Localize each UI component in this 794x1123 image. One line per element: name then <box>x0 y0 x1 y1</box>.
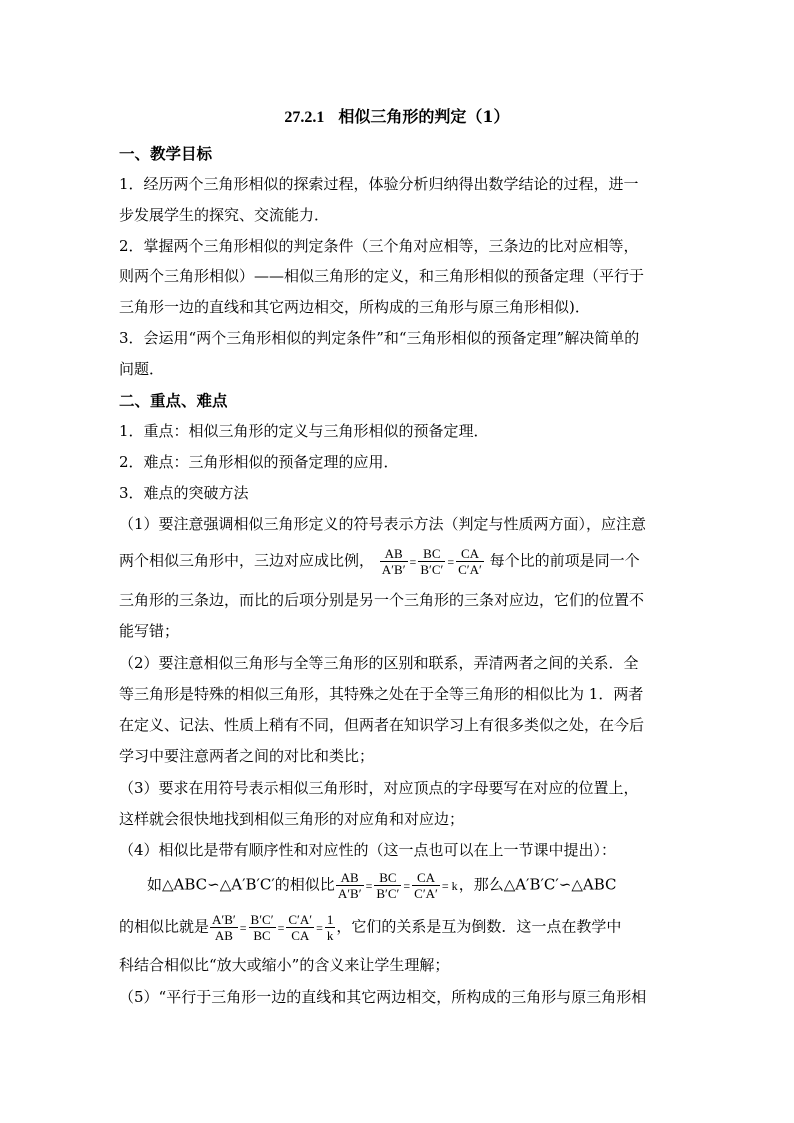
title-text: 相似三角形的判定（1） <box>338 107 510 126</box>
paragraph-4-line-2-start: 如△ABC∽△A′B′C′的相似比 <box>147 875 335 894</box>
paragraph-4-line-2-end: ，那么△A′B′C′∽△ABC <box>458 875 617 894</box>
paragraph-1-line-3: 三角形的三条边，而比的后项分别是另一个三角形的三条对应边，它们的位置不 <box>119 591 645 609</box>
objective-3-line-2: 问题． <box>119 360 165 378</box>
equals-sign: = <box>409 554 417 569</box>
paragraph-3-line-2: 这样就会很快地找到相似三角形的对应角和对应边； <box>119 810 465 828</box>
objective-1-line-2: 步发展学生的探究、交流能力． <box>119 206 330 224</box>
fraction-bc: $\frac{BC}{B'C'}$ <box>376 870 400 901</box>
key-point-2: 2．难点：三角形相似的预备定理的应用． <box>119 453 399 471</box>
paragraph-3-line-1: （3）要求在用符号表示相似三角形时，对应顶点的字母要写在对应的位置上， <box>119 779 639 797</box>
paragraph-1-line-1: （1）要注意强调相似三角形定义的符号表示方法（判定与性质两方面），应注意 <box>119 515 647 533</box>
objective-1-line-1: 1．经历两个三角形相似的探索过程，体验分析归纳得出数学结论的过程，进一 <box>119 175 639 193</box>
equals-sign: = <box>447 554 455 569</box>
fraction-ca: $\frac{CA}{C'A'}$ <box>458 546 482 577</box>
fraction-ab: $\frac{AB}{A'B'}$ <box>381 546 406 577</box>
key-point-1: 1．重点：相似三角形的定义与三角形相似的预备定理． <box>119 422 489 440</box>
equals-sign: = <box>365 878 373 893</box>
page-title <box>0 104 794 127</box>
paragraph-4-line-3-end: ，它们的关系是互为倒数．这一点在教学中 <box>336 917 622 936</box>
equals-sign: = <box>277 920 285 935</box>
paragraph-4-line-2 <box>147 870 617 901</box>
objective-2-line-1: 2．掌握两个三角形相似的判定条件（三个角对应相等，三条边的比对应相等， <box>119 237 639 255</box>
fraction-one-over-k: $\frac{1}{k}$ <box>326 912 334 943</box>
section-heading-objectives: 一、教学目标 <box>119 144 213 163</box>
fraction-bc: $\frac{BC}{B'C'}$ <box>420 546 444 577</box>
equals-sign: = <box>403 878 411 893</box>
paragraph-4-line-3 <box>119 912 621 943</box>
paragraph-2-line-4: 学习中要注意两者之间的对比和类比； <box>119 747 375 765</box>
paragraph-2-line-1: （2）要注意相似三角形与全等三角形的区别和联系，弄清两者之间的关系．全 <box>119 654 639 672</box>
fraction-inverse-ca: $\frac{C'A'}{CA}$ <box>288 912 313 943</box>
paragraph-2-line-2: 等三角形是特殊的相似三角形，其特殊之处在于全等三角形的相似比为 1．两者 <box>119 685 644 703</box>
objective-2-line-2: 则两个三角形相似）——相似三角形的定义，和三角形相似的预备定理（平行于 <box>119 267 645 285</box>
paragraph-5-line-1: （5）“平行于三角形一边的直线和其它两边相交，所构成的三角形与原三角形相 <box>119 988 647 1006</box>
paragraph-1-line-4: 能写错； <box>119 622 180 640</box>
objective-3-line-1: 3．会运用“两个三角形相似的判定条件”和“三角形相似的预备定理”解决简单的 <box>119 329 640 347</box>
paragraph-4-line-1: （4）相似比是带有顺序性和对应性的（这一点也可以在上一节课中提出）： <box>119 841 617 859</box>
fraction-inverse-bc: $\frac{B'C'}{BC}$ <box>250 912 274 943</box>
objective-2-line-3: 三角形一边的直线和其它两边相交，所构成的三角形与原三角形相似)． <box>119 298 590 316</box>
fraction-inverse-ab: $\frac{A'B'}{AB}$ <box>212 912 236 943</box>
paragraph-2-line-3: 在定义、记法、性质上稍有不同，但两者在知识学习上有很多类似之处，在今后 <box>119 716 645 734</box>
fraction-ca: $\frac{CA}{C'A'}$ <box>414 870 438 901</box>
title-number: 27.2.1 <box>284 109 325 126</box>
key-point-3: 3．难点的突破方法 <box>119 484 249 502</box>
equals-k: = k <box>441 878 458 893</box>
equals-sign: = <box>239 920 247 935</box>
paragraph-1-line-2-end: 每个比的前项是同一个 <box>489 551 640 570</box>
section-heading-key-points: 二、重点、难点 <box>119 391 228 410</box>
fraction-ab: $\frac{AB}{A'B'}$ <box>337 870 362 901</box>
equals-sign: = <box>316 920 323 935</box>
paragraph-1-line-2-start: 两个相似三角形中，三边对应成比例， <box>119 551 375 570</box>
paragraph-4-line-3-start: 的相似比就是 <box>119 917 210 936</box>
paragraph-1-line-2 <box>119 546 640 577</box>
paragraph-4-line-4: 科结合相似比“放大或缩小”的含义来让学生理解； <box>119 956 450 974</box>
